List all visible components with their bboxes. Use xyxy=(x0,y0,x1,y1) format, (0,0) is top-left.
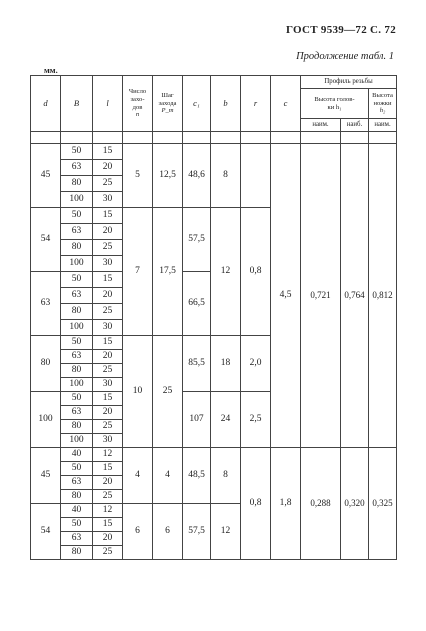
cell-d: 54 xyxy=(31,504,61,560)
cell-B: 50 xyxy=(61,518,93,532)
header-l: l xyxy=(93,76,123,132)
cell-d: 80 xyxy=(31,336,61,392)
header-r: r xyxy=(241,76,271,132)
cell-B: 80 xyxy=(61,490,93,504)
cell-n: 5 xyxy=(123,144,153,208)
cell-l: 15 xyxy=(93,392,123,406)
cell-l: 12 xyxy=(93,448,123,462)
units-label: мм. xyxy=(44,65,58,75)
header-h2-min: наим. xyxy=(369,119,397,132)
cell-B: 40 xyxy=(61,504,93,518)
cell-l: 15 xyxy=(93,272,123,288)
cell-l: 20 xyxy=(93,160,123,176)
cell-d: 63 xyxy=(31,272,61,336)
cell-B: 63 xyxy=(61,406,93,420)
header-c: c xyxy=(271,76,301,132)
cell-l: 25 xyxy=(93,546,123,560)
cell-d: 45 xyxy=(31,448,61,504)
cell-l: 30 xyxy=(93,320,123,336)
cell-B: 40 xyxy=(61,448,93,462)
cell-d: 54 xyxy=(31,208,61,272)
cell-B: 100 xyxy=(61,320,93,336)
cell-l: 25 xyxy=(93,364,123,378)
cell-l: 25 xyxy=(93,490,123,504)
cell-l: 20 xyxy=(93,350,123,364)
cell-r: 0,8 xyxy=(241,448,271,560)
cell-h2-min: 0,325 xyxy=(369,448,397,560)
cell-B: 63 xyxy=(61,160,93,176)
cell-l: 30 xyxy=(93,378,123,392)
cell-l: 20 xyxy=(93,476,123,490)
cell-B: 50 xyxy=(61,392,93,406)
thread-dimensions-table xyxy=(30,75,397,560)
cell-d: 45 xyxy=(31,144,61,208)
cell-c1: 107 xyxy=(183,392,211,448)
cell-B: 50 xyxy=(61,336,93,350)
cell-c1: 48,6 xyxy=(183,144,211,208)
header-pitch: Шаг захода P_m xyxy=(153,76,183,132)
cell-pm: 17,5 xyxy=(153,208,183,336)
cell-c: 4,5 xyxy=(271,144,301,448)
cell-B: 63 xyxy=(61,476,93,490)
cell-B: 50 xyxy=(61,208,93,224)
cell-r: 0,8 xyxy=(241,208,271,336)
cell-h2-min: 0,812 xyxy=(369,144,397,448)
cell-l: 15 xyxy=(93,336,123,350)
cell-B: 63 xyxy=(61,224,93,240)
cell-c1: 85,5 xyxy=(183,336,211,392)
table-continuation: Продолжение табл. 1 xyxy=(296,51,394,62)
cell-l: 25 xyxy=(93,240,123,256)
cell-n: 4 xyxy=(123,448,153,504)
cell-c: 1,8 xyxy=(271,448,301,560)
cell-B: 50 xyxy=(61,272,93,288)
cell-pm: 12,5 xyxy=(153,144,183,208)
page-header: ГОСТ 9539—72 С. 72 xyxy=(285,24,396,36)
cell-l: 20 xyxy=(93,224,123,240)
cell-b: 12 xyxy=(211,504,241,560)
cell-h1-min: 0,288 xyxy=(301,448,341,560)
cell-B: 50 xyxy=(61,144,93,160)
cell-b: 12 xyxy=(211,208,241,336)
cell-B: 63 xyxy=(61,350,93,364)
cell-h1-min: 0,721 xyxy=(301,144,341,448)
cell-n: 10 xyxy=(123,336,153,448)
header-h1-max: наиб. xyxy=(341,119,369,132)
header-c1: c₁ xyxy=(183,76,211,132)
header-h1: Высота голов- ки h₁ xyxy=(301,89,369,119)
cell-pm: 4 xyxy=(153,448,183,504)
cell-c1: 57,5 xyxy=(183,208,211,272)
cell-B: 80 xyxy=(61,304,93,320)
cell-c1: 57,5 xyxy=(183,504,211,560)
cell-r-blank xyxy=(241,144,271,208)
cell-B: 50 xyxy=(61,462,93,476)
cell-c1: 48,5 xyxy=(183,448,211,504)
cell-h1-max: 0,320 xyxy=(341,448,369,560)
cell-l: 25 xyxy=(93,420,123,434)
header-d: d xyxy=(31,76,61,132)
cell-l: 15 xyxy=(93,518,123,532)
cell-B: 63 xyxy=(61,532,93,546)
cell-l: 25 xyxy=(93,304,123,320)
cell-b: 8 xyxy=(211,448,241,504)
cell-pm: 6 xyxy=(153,504,183,560)
cell-B: 100 xyxy=(61,434,93,448)
cell-B: 63 xyxy=(61,288,93,304)
cell-r: 2,0 xyxy=(241,336,271,392)
cell-B: 100 xyxy=(61,256,93,272)
cell-B: 80 xyxy=(61,176,93,192)
cell-B: 80 xyxy=(61,240,93,256)
cell-l: 30 xyxy=(93,192,123,208)
cell-l: 12 xyxy=(93,504,123,518)
cell-B: 80 xyxy=(61,546,93,560)
cell-B: 80 xyxy=(61,420,93,434)
cell-l: 20 xyxy=(93,532,123,546)
cell-c1: 66,5 xyxy=(183,272,211,336)
header-b: b xyxy=(211,76,241,132)
header-thread-profile: Профиль резьбы xyxy=(301,76,397,89)
spacer xyxy=(31,132,61,144)
cell-l: 30 xyxy=(93,256,123,272)
cell-l: 15 xyxy=(93,208,123,224)
cell-B: 80 xyxy=(61,364,93,378)
header-h1-min: наим. xyxy=(301,119,341,132)
cell-r: 2,5 xyxy=(241,392,271,448)
cell-b: 8 xyxy=(211,144,241,208)
cell-n: 6 xyxy=(123,504,153,560)
cell-l: 25 xyxy=(93,176,123,192)
header-h2: Высота ножки h₂ xyxy=(369,89,397,119)
cell-l: 20 xyxy=(93,288,123,304)
header-B: B xyxy=(61,76,93,132)
cell-pm: 25 xyxy=(153,336,183,448)
cell-B: 100 xyxy=(61,378,93,392)
cell-l: 15 xyxy=(93,144,123,160)
cell-d: 100 xyxy=(31,392,61,448)
cell-l: 15 xyxy=(93,462,123,476)
cell-n: 7 xyxy=(123,208,153,336)
cell-h1-max: 0,764 xyxy=(341,144,369,448)
cell-b: 24 xyxy=(211,392,241,448)
cell-B: 100 xyxy=(61,192,93,208)
cell-l: 20 xyxy=(93,406,123,420)
cell-l: 30 xyxy=(93,434,123,448)
cell-b: 18 xyxy=(211,336,241,392)
header-starts: Число захо- дов n xyxy=(123,76,153,132)
